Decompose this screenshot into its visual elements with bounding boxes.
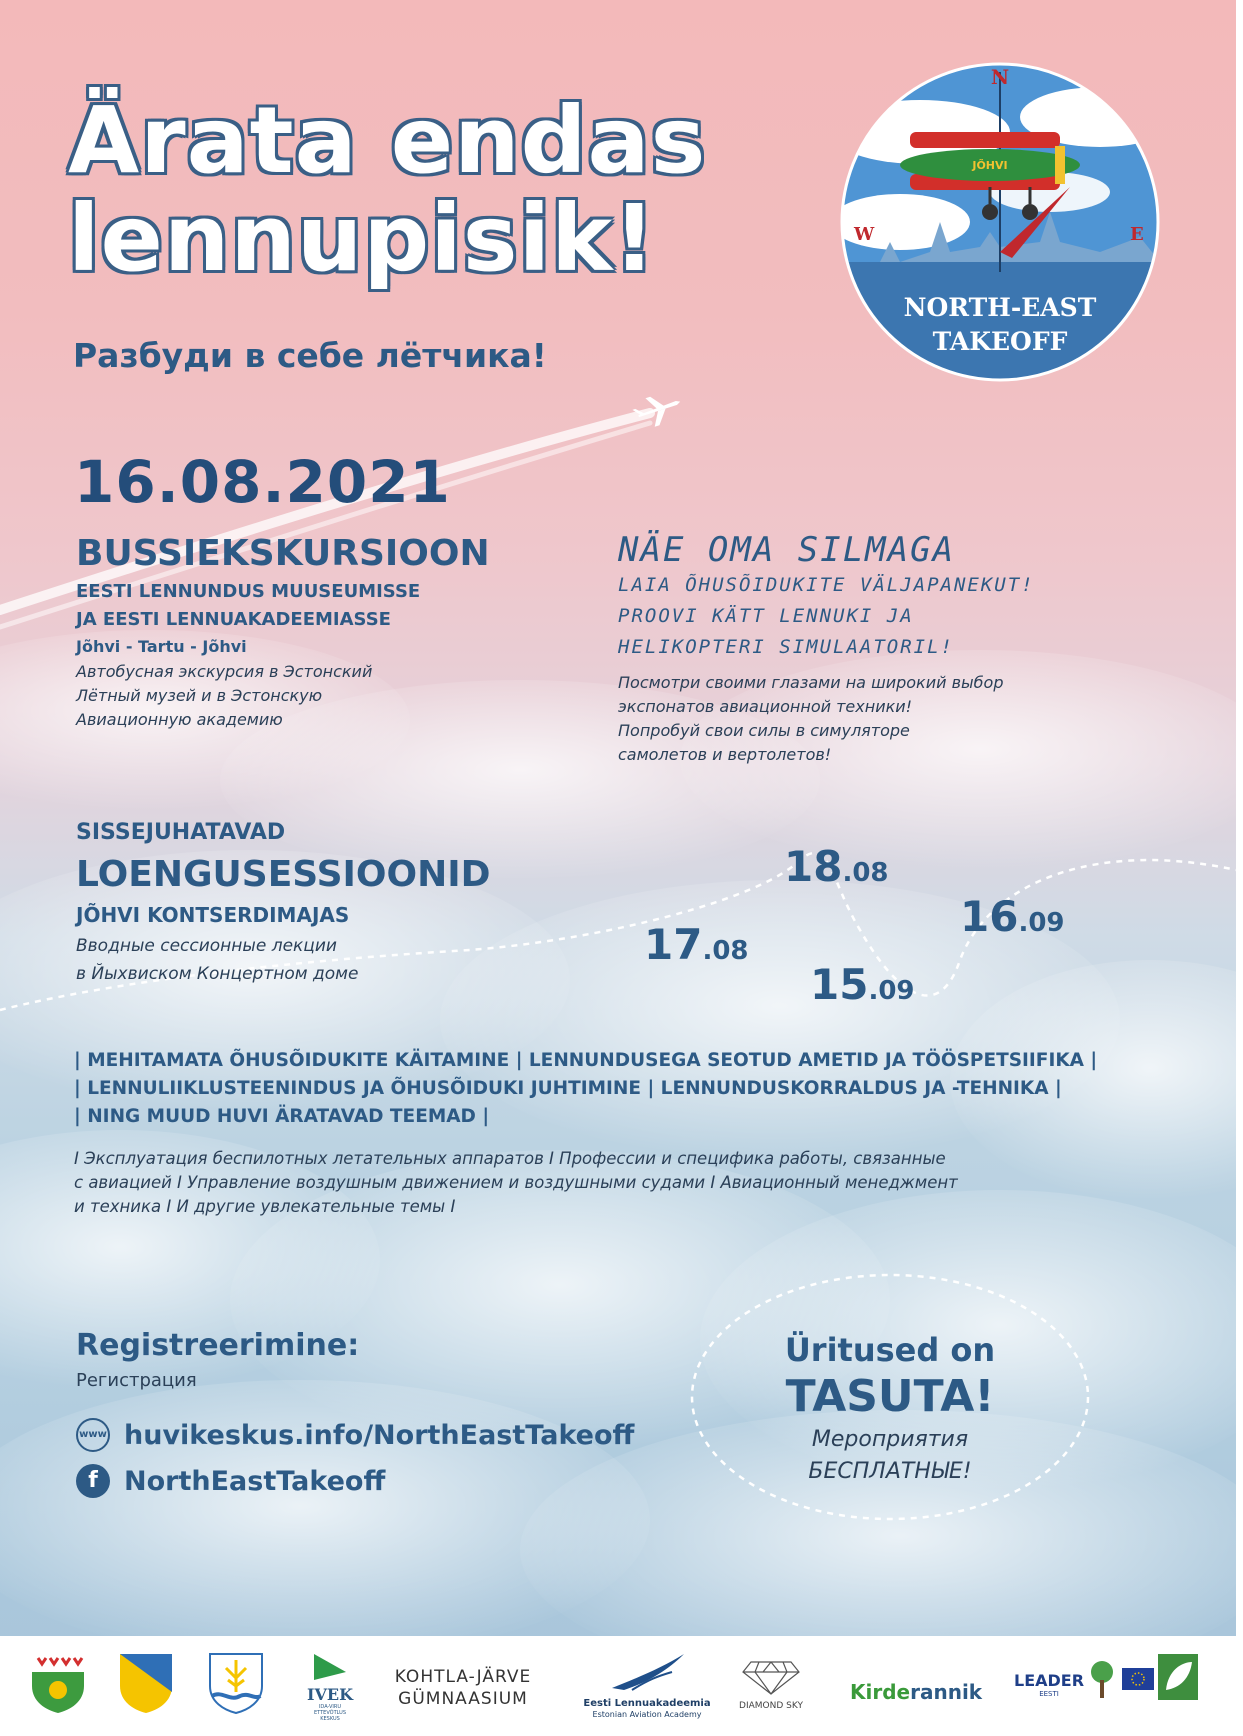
see-line-1: LAIA ÕHUSÕIDUKITE VÄLJAPANEKUT! — [618, 574, 1035, 596]
registration-heading: Registreerimine: — [76, 1328, 360, 1363]
topics-et-1: | MEHITAMATA ÕHUSÕIDUKITE KÄITAMINE | LENNUNDUSEGA SEOTUD AMETID JA TÖÖSPETSIIFIKA | — [74, 1050, 1098, 1071]
see-ru-2: экспонатов авиационной техники! — [618, 697, 913, 716]
lectures-section — [76, 816, 636, 988]
eaa-line-1: Eesti Lennuakadeemia — [583, 1698, 711, 1709]
session-date-2 — [784, 842, 889, 891]
session-date-3 — [810, 960, 915, 1009]
ivek-name: IVEK — [307, 1685, 353, 1704]
ivek-sub-1: IDA-VIRU — [318, 1704, 342, 1710]
registration-ru: Регистрация — [76, 1370, 197, 1391]
session-date-1-day: 17 — [644, 920, 703, 969]
bus-heading: BUSSIEKSKURSIOON — [76, 533, 490, 574]
session-date-4 — [960, 892, 1065, 941]
badge-north: N — [990, 65, 1010, 89]
free-line-2: TASUTA! — [785, 1371, 995, 1422]
see-heading: NÄE OMA SILMAGA — [618, 530, 956, 570]
bus-ru-2: Лётный музей и в Эстонскую — [76, 686, 323, 705]
municipality-crest-2-icon — [118, 1652, 174, 1714]
see-ru-1: Посмотри своими глазами на широкий выбор — [618, 673, 1004, 692]
eu-flag-icon — [1122, 1668, 1154, 1690]
sponsor-logos-bar — [0, 1636, 1236, 1736]
main-title — [68, 87, 707, 292]
kj-line-2: GÜMNAASIUM — [398, 1689, 528, 1709]
session-date-3-month: .09 — [868, 976, 915, 1006]
swoosh-icon — [602, 1650, 692, 1694]
lectures-ru-2: в Йыхвиском Концертном доме — [76, 964, 359, 984]
diamond-icon — [741, 1656, 801, 1696]
lectures-ru-1: Вводные сессионные лекции — [76, 936, 337, 956]
lectures-heading: LOENGUSESSIOONID — [76, 854, 491, 895]
session-date-2-month: .08 — [842, 858, 889, 888]
free-line-1: Üritused on — [784, 1331, 996, 1369]
bus-ru-3: Авиационную академию — [76, 710, 283, 729]
topics-et-2: | LENNULIIKLUSTEENINDUS JA ÕHUSÕIDUKI JUHTIMINE | LENNUNDUSKORRALDUS JA -TEHNIKA | — [74, 1078, 1062, 1099]
badge-west: W — [854, 224, 875, 245]
bus-route: Jõhvi - Tartu - Jõhvi — [76, 637, 247, 656]
north-east-takeoff-badge — [840, 62, 1160, 382]
session-date-2-day: 18 — [784, 842, 843, 891]
see-line-3: HELIKOPTERI SIMULAATORIL! — [618, 636, 954, 658]
bus-ru-1: Автобусная экскурсия в Эстонский — [76, 662, 373, 681]
see-line-2: PROOVI KÄTT LENNUKI JA — [618, 605, 914, 627]
ivek-mark-icon — [310, 1652, 350, 1682]
registration-section — [76, 1326, 696, 1498]
badge-line-2: TAKEOFF — [932, 327, 1068, 356]
topics-ru-2: с авиацией I Управление воздушным движением и воздушными судами I Авиационный менеджмент — [74, 1173, 958, 1192]
diamond-sky-logo — [734, 1656, 808, 1712]
lectures-venue: JÕHVI KONTSERDIMAJAS — [76, 903, 350, 927]
event-date: 16.08.2021 — [74, 448, 451, 516]
rannik-text: rannik — [910, 1680, 983, 1704]
leader-logo — [1014, 1672, 1084, 1698]
ivek-sub-2: ETTEVÕTLUS — [313, 1710, 347, 1716]
estonian-aviation-academy-logo — [572, 1650, 722, 1720]
kirde-text: Kirde — [850, 1680, 911, 1704]
see-ru-4: самолетов и вертолетов! — [618, 745, 832, 764]
facebook-link[interactable] — [76, 1464, 696, 1498]
tree-icon — [1086, 1660, 1118, 1700]
see-ru-3: Попробуй свои силы в симуляторе — [618, 721, 910, 740]
badge-east: E — [1130, 224, 1144, 245]
free-ru-2: БЕСПЛАТНЫЕ! — [808, 1459, 972, 1484]
bus-line-1: EESTI LENNUNDUS MUUSEUMISSE — [76, 581, 421, 602]
eaa-line-2: Estonian Aviation Academy — [592, 1710, 702, 1719]
title-line-1: Ärata endas — [68, 87, 707, 194]
globe-icon: www — [76, 1418, 110, 1452]
topics-section — [74, 1047, 1224, 1219]
session-date-1 — [644, 920, 749, 969]
session-date-4-day: 16 — [960, 892, 1019, 941]
municipality-crest-3-icon — [208, 1652, 264, 1714]
leader-sub: EESTI — [1039, 1690, 1059, 1698]
bus-excursion-section — [76, 532, 596, 732]
facebook-handle[interactable]: NorthEastTakeoff — [124, 1465, 386, 1497]
bus-line-2: JA EESTI LENNUAKADEEMIASSE — [76, 609, 391, 630]
topics-et-3: | NING MUUD HUVI ÄRATAVAD TEEMAD | — [74, 1106, 490, 1127]
website-url[interactable]: huvikeskus.info/NorthEastTakeoff — [124, 1419, 635, 1451]
kj-line-1: KOHTLA-JÄRVE — [394, 1667, 532, 1687]
see-section — [618, 530, 1218, 767]
session-date-3-day: 15 — [810, 960, 869, 1009]
ivek-logo — [300, 1652, 360, 1722]
website-link[interactable] — [76, 1418, 696, 1452]
free-ru-1: Мероприятия — [811, 1427, 969, 1452]
badge-line-1: NORTH-EAST — [903, 293, 1097, 322]
session-date-1-month: .08 — [702, 936, 749, 966]
facebook-icon: f — [76, 1464, 110, 1498]
free-section — [700, 1330, 1080, 1488]
diamond-sky-name: DIAMOND SKY — [739, 1701, 803, 1711]
leader-name: LEADER — [1014, 1671, 1085, 1690]
subtitle: Разбуди в себе лётчика! — [73, 336, 547, 375]
kirderannik-logo — [850, 1680, 982, 1704]
topics-ru-1: I Эксплуатация беспилотных летательных аппаратов I Профессии и специфика работы, связанные — [74, 1149, 946, 1168]
lectures-pre: SISSEJUHATAVAD — [76, 820, 286, 845]
municipality-crest-1-icon — [30, 1652, 86, 1714]
badge-plane-label: JÕHVI — [972, 159, 1008, 172]
kohtla-jarve-gymnasium-logo — [388, 1666, 538, 1710]
session-date-4-month: .09 — [1018, 908, 1065, 938]
topics-ru-3: и техника I И другие увлекательные темы I — [74, 1197, 456, 1216]
ivek-sub-3: KESKUS — [320, 1716, 340, 1722]
leader-leaf-icon — [1158, 1654, 1198, 1700]
title-line-2: lennupisik! — [68, 185, 657, 292]
